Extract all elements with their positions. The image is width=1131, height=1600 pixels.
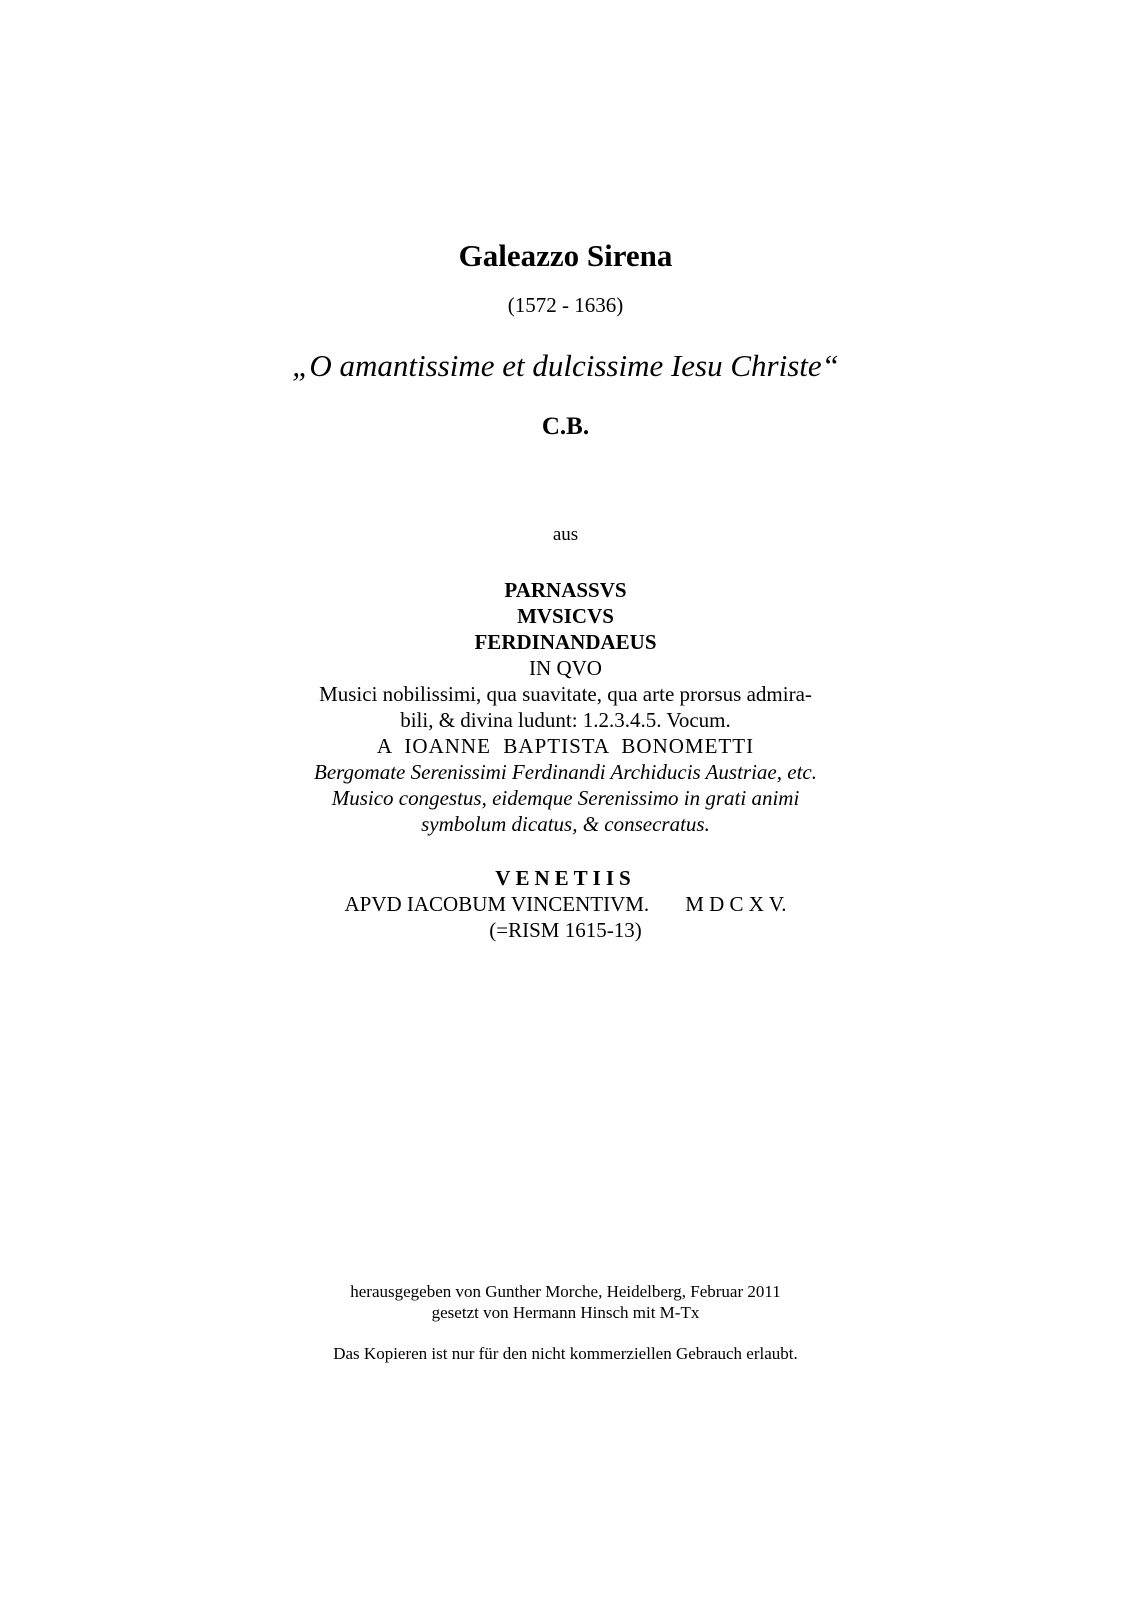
composer-dates: (1572 - 1636)	[507, 293, 624, 317]
typesetter-credit: gesetzt von Hermann Hinsch mit M-Tx	[431, 1303, 700, 1322]
source-compiler-line: A IOANNE BAPTISTA BONOMETTI	[376, 734, 755, 758]
from-label: aus	[552, 524, 579, 545]
source-rism: (=RISM 1615-13)	[489, 918, 642, 942]
copy-notice: Das Kopieren ist nur für den nicht kommerziellen Gebrauch erlaubt.	[333, 1344, 798, 1363]
composer-name: Galeazzo Sirena	[458, 238, 673, 273]
source-title-line: PARNASSVS	[504, 578, 627, 602]
source-title-line: FERDINANDAEUS	[474, 630, 657, 654]
work-title: „O amantissime et dulcissime Iesu Christe“	[292, 348, 839, 383]
source-title-line: MVSICVS	[517, 604, 614, 628]
source-dedication-line: symbolum dicatus, & consecratus.	[421, 812, 710, 836]
source-subtitle-line: IN QVO	[529, 656, 602, 680]
source-year: M D C X V.	[685, 892, 787, 916]
source-dedication-line: Musico congestus, eidemque Serenissimo in grati animi	[331, 786, 800, 810]
source-publisher: APVD IACOBUM VINCENTIVM.	[344, 892, 650, 916]
editor-credit: herausgegeben von Gunther Morche, Heidelberg, Februar 2011	[350, 1282, 781, 1301]
source-subtitle-line: Musici nobilissimi, qua suavitate, qua arte prorsus admira-	[319, 682, 812, 706]
source-dedication-line: Bergomate Serenissimi Ferdinandi Archiducis Austriae, etc.	[314, 760, 817, 784]
source-place: VENETIIS	[495, 866, 636, 890]
voicing: C.B.	[541, 413, 590, 440]
source-imprint	[0, 894, 1131, 915]
source-subtitle-line: bili, & divina ludunt: 1.2.3.4.5. Vocum.	[400, 708, 731, 732]
